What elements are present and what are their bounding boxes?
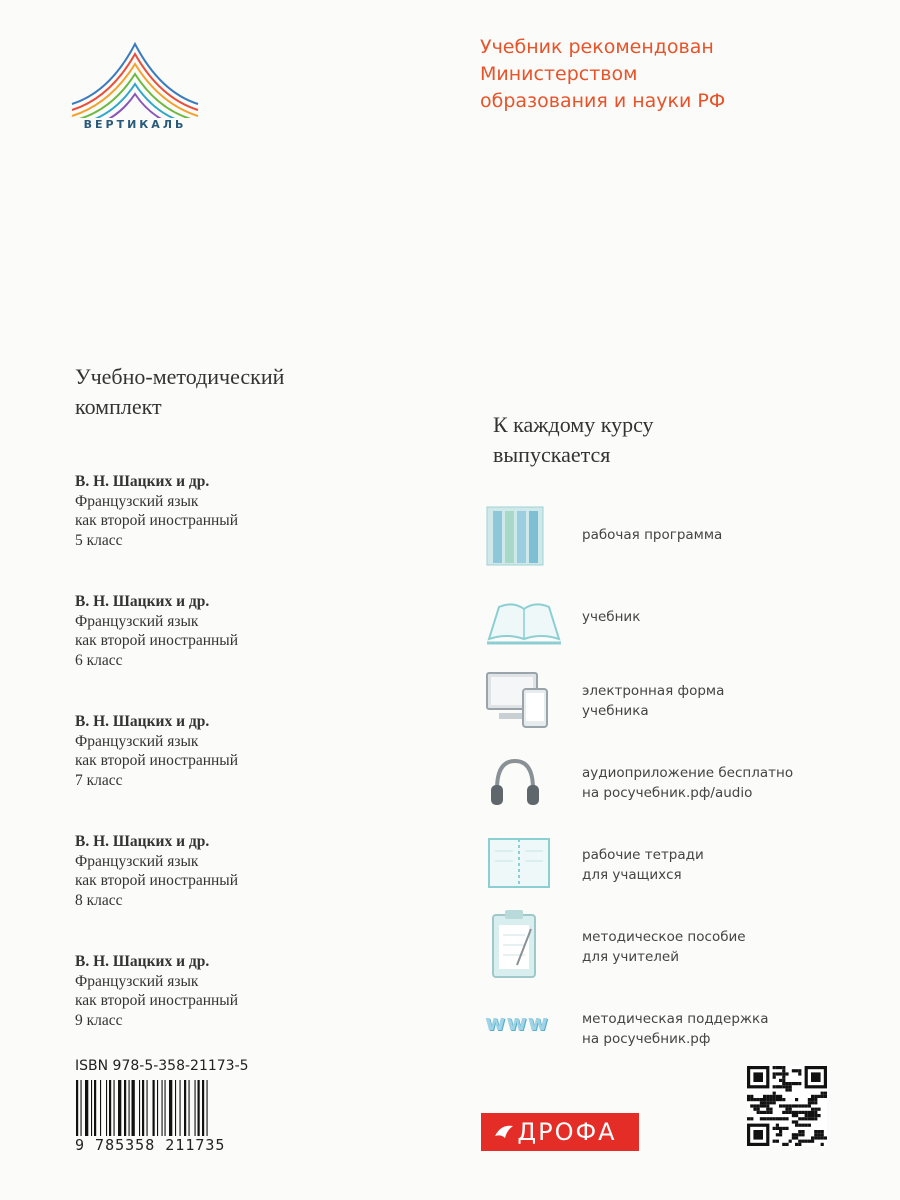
qr-module: [808, 1101, 811, 1104]
qr-module: [760, 1111, 763, 1114]
qr-module: [753, 1072, 763, 1082]
material-label: [582, 607, 640, 627]
material-label-line: методическая поддержка: [582, 1011, 769, 1027]
qr-module: [789, 1104, 792, 1107]
book-grade: 5 класс: [75, 531, 123, 549]
qr-module: [789, 1140, 792, 1143]
qr-module: [782, 1082, 785, 1085]
qr-module: [773, 1117, 776, 1120]
barcode-bar: [165, 1080, 166, 1136]
book-subtitle: как второй иностранный: [75, 752, 238, 769]
recommendation-line: Учебник рекомендован: [480, 36, 714, 58]
qr-module: [805, 1124, 808, 1127]
qr-module: [811, 1108, 814, 1111]
qr-module: [824, 1092, 827, 1095]
qr-module: [821, 1133, 824, 1136]
qr-module: [789, 1082, 792, 1085]
material-item: [485, 833, 875, 915]
qr-module: [776, 1066, 779, 1069]
qr-module: [798, 1082, 801, 1085]
material-item: [485, 751, 875, 833]
qr-module: [801, 1104, 804, 1107]
qr-module: [763, 1095, 766, 1098]
qr-module: [782, 1066, 785, 1069]
qr-module: [785, 1072, 788, 1075]
qr-module: [821, 1092, 824, 1095]
qr-module: [814, 1114, 817, 1117]
qr-module: [785, 1082, 788, 1085]
book-list: [75, 472, 415, 1072]
www-icon: [485, 997, 560, 1065]
barcode-bar: [129, 1080, 130, 1136]
workbook-icon: [485, 833, 560, 901]
qr-module: [769, 1117, 772, 1120]
qr-module: [814, 1098, 817, 1101]
qr-module: [817, 1133, 820, 1136]
qr-module: [821, 1130, 824, 1133]
qr-module: [801, 1140, 804, 1143]
book-entry: [75, 472, 415, 592]
qr-module: [808, 1104, 811, 1107]
qr-module: [798, 1072, 801, 1075]
barcode-bar: [153, 1080, 155, 1136]
qr-module: [773, 1098, 776, 1101]
ministry-recommendation: [480, 34, 725, 115]
book-subject: Французский язык: [75, 972, 199, 990]
qr-module: [795, 1069, 798, 1072]
barcode-bar: [169, 1080, 172, 1136]
book-entry: [75, 592, 415, 712]
devices-icon: [485, 669, 560, 737]
material-label-line: на росучебник.рф: [582, 1031, 711, 1047]
publisher-name: ДРОФА: [517, 1118, 617, 1146]
material-label: [582, 1009, 768, 1049]
qr-module: [776, 1095, 779, 1098]
course-title-line: выпускается: [493, 442, 611, 467]
material-label: [582, 927, 746, 967]
book-entry: [75, 952, 415, 1072]
qr-module: [805, 1104, 808, 1107]
qr-module: [750, 1104, 753, 1107]
qr-module: [773, 1101, 776, 1104]
qr-module: [782, 1085, 785, 1088]
qr-module: [798, 1111, 801, 1114]
book-subject: Французский язык: [75, 612, 199, 630]
qr-module: [757, 1108, 760, 1111]
book-grade: 6 класс: [75, 651, 123, 669]
qr-module: [792, 1114, 795, 1117]
qr-module: [798, 1130, 801, 1133]
qr-module: [750, 1095, 753, 1098]
barcode-digits: 9 785358 211735: [75, 1136, 226, 1154]
qr-module: [792, 1111, 795, 1114]
book-subtitle: как второй иностранный: [75, 872, 238, 889]
material-label-line: на росучебник.рф/audio: [582, 785, 753, 801]
qr-module: [785, 1111, 788, 1114]
qr-module: [760, 1101, 763, 1104]
qr-module: [785, 1088, 788, 1091]
qr-module: [776, 1127, 779, 1130]
qr-module: [811, 1098, 814, 1101]
qr-module: [814, 1136, 817, 1139]
qr-module: [795, 1120, 798, 1123]
qr-module: [821, 1143, 824, 1146]
barcode-bar: [162, 1080, 163, 1136]
qr-module: [776, 1124, 779, 1127]
qr-module: [795, 1114, 798, 1117]
qr-module: [747, 1095, 750, 1098]
barcode-bar: [94, 1080, 96, 1136]
barcode-bar: [100, 1080, 101, 1136]
qr-module: [785, 1127, 788, 1130]
qr-module: [795, 1082, 798, 1085]
book-grade: 7 класс: [75, 771, 123, 789]
qr-module: [776, 1098, 779, 1101]
qr-module: [814, 1108, 817, 1111]
qr-module: [811, 1072, 821, 1082]
qr-module: [798, 1104, 801, 1107]
qr-module: [763, 1117, 766, 1120]
kit-title-line: комплект: [75, 394, 162, 419]
vertical-rainbow-arcs-icon: [70, 38, 200, 118]
material-label-line: учебник: [582, 609, 641, 625]
material-label-line: рабочая программа: [582, 527, 723, 543]
material-item: [485, 669, 875, 751]
qr-module: [801, 1133, 804, 1136]
material-label-line: рабочие тетради: [582, 847, 704, 863]
qr-module: [769, 1108, 772, 1111]
barcode-bar: [175, 1080, 176, 1136]
qr-module: [821, 1095, 824, 1098]
book-subtitle: как второй иностранный: [75, 512, 238, 529]
book-author: В. Н. Шацких и др.: [75, 473, 210, 490]
qr-module: [785, 1104, 788, 1107]
qr-module: [785, 1085, 788, 1088]
qr-module: [814, 1130, 817, 1133]
qr-module: [792, 1104, 795, 1107]
qr-module: [776, 1117, 779, 1120]
barcode: [75, 1080, 250, 1136]
qr-module: [801, 1124, 804, 1127]
qr-module: [763, 1104, 766, 1107]
qr-module: [766, 1098, 769, 1101]
qr-module: [817, 1136, 820, 1139]
qr-module: [795, 1136, 798, 1139]
qr-module: [808, 1117, 811, 1120]
qr-module: [811, 1111, 814, 1114]
recommendation-line: Министерством: [480, 63, 638, 85]
logo-wordmark: ВЕРТИКАЛЬ: [83, 118, 187, 131]
qr-module: [753, 1108, 756, 1111]
qr-module: [779, 1066, 782, 1069]
course-title: [493, 410, 654, 470]
qr-module: [769, 1111, 772, 1114]
qr-module: [769, 1098, 772, 1101]
course-materials-list: [485, 505, 875, 1079]
qr-module: [808, 1111, 811, 1114]
qr-module: [776, 1072, 779, 1075]
qr-module: [773, 1140, 776, 1143]
barcode-bar: [106, 1080, 107, 1136]
qr-module: [753, 1130, 763, 1140]
qr-module: [811, 1140, 814, 1143]
qr-module: [779, 1085, 782, 1088]
qr-module: [753, 1104, 756, 1107]
book-author: В. Н. Шацких и др.: [75, 953, 210, 970]
publisher-logo: [481, 1113, 639, 1151]
qr-module: [773, 1092, 776, 1095]
qr-module: [760, 1104, 763, 1107]
qr-module: [769, 1101, 772, 1104]
qr-code: [747, 1066, 827, 1146]
barcode-bar: [91, 1080, 92, 1136]
material-label-line: для учителей: [582, 949, 679, 965]
qr-module: [811, 1136, 814, 1139]
qr-module: [785, 1143, 788, 1146]
qr-module: [760, 1098, 763, 1101]
qr-module: [817, 1130, 820, 1133]
material-label-line: аудиоприложение бесплатно: [582, 765, 794, 781]
material-label-line: учебника: [582, 703, 649, 719]
qr-module: [798, 1143, 801, 1146]
qr-module: [779, 1130, 782, 1133]
material-label: [582, 763, 793, 803]
qr-module: [798, 1140, 801, 1143]
barcode-bar: [85, 1080, 88, 1136]
qr-module: [750, 1098, 753, 1101]
qr-module: [782, 1104, 785, 1107]
qr-module: [795, 1133, 798, 1136]
qr-module: [766, 1101, 769, 1104]
qr-module: [782, 1127, 785, 1130]
book-grade: 8 класс: [75, 891, 123, 909]
barcode-bar: [109, 1080, 111, 1136]
qr-module: [766, 1108, 769, 1111]
qr-module: [789, 1085, 792, 1088]
qr-module: [789, 1108, 792, 1111]
qr-module: [792, 1136, 795, 1139]
qr-module: [753, 1098, 756, 1101]
qr-module: [789, 1111, 792, 1114]
barcode-bar: [147, 1080, 148, 1136]
qr-module: [750, 1117, 753, 1120]
qr-module: [779, 1095, 782, 1098]
qr-module: [757, 1098, 760, 1101]
qr-module: [814, 1101, 817, 1104]
qr-module: [782, 1143, 785, 1146]
book-subject: Французский язык: [75, 852, 199, 870]
qr-module: [792, 1082, 795, 1085]
qr-module: [760, 1117, 763, 1120]
qr-module: [773, 1066, 776, 1069]
qr-module: [782, 1117, 785, 1120]
qr-module: [779, 1104, 782, 1107]
qr-module: [782, 1098, 785, 1101]
material-label-line: электронная форма: [582, 683, 725, 699]
material-label-line: методическое пособие: [582, 929, 746, 945]
qr-module: [824, 1095, 827, 1098]
qr-module: [814, 1117, 817, 1120]
material-label: [582, 681, 724, 721]
kit-title-line: Учебно-методический: [75, 364, 285, 389]
qr-module: [801, 1130, 804, 1133]
qr-module: [785, 1108, 788, 1111]
www-icon-text: www: [485, 1011, 549, 1036]
qr-module: [795, 1098, 798, 1101]
qr-module: [795, 1111, 798, 1114]
qr-module: [776, 1085, 779, 1088]
qr-module: [792, 1120, 795, 1123]
qr-module: [763, 1111, 766, 1114]
qr-module: [798, 1133, 801, 1136]
qr-module: [769, 1095, 772, 1098]
course-title-line: К каждому курсу: [493, 412, 654, 437]
material-item: [485, 587, 875, 669]
material-item: [485, 505, 875, 587]
qr-module: [814, 1111, 817, 1114]
qr-module: [824, 1136, 827, 1139]
qr-module: [773, 1076, 776, 1079]
qr-module: [776, 1133, 779, 1136]
qr-module: [821, 1136, 824, 1139]
qr-module: [773, 1085, 776, 1088]
qr-module: [795, 1143, 798, 1146]
qr-module: [792, 1133, 795, 1136]
qr-module: [782, 1079, 785, 1082]
qr-module: [782, 1069, 785, 1072]
qr-module: [782, 1076, 785, 1079]
qr-module: [763, 1101, 766, 1104]
qr-module: [785, 1117, 788, 1120]
qr-module: [814, 1133, 817, 1136]
book-grade: 9 класс: [75, 1011, 123, 1029]
qr-module: [779, 1133, 782, 1136]
qr-module: [811, 1114, 814, 1117]
qr-module: [801, 1117, 804, 1120]
qr-module: [792, 1069, 795, 1072]
barcode-bar: [139, 1080, 140, 1136]
qr-module: [805, 1140, 808, 1143]
barcode-bar: [157, 1080, 158, 1136]
qr-module: [776, 1140, 779, 1143]
qr-module: [814, 1095, 817, 1098]
qr-module: [757, 1104, 760, 1107]
barcode-bar: [118, 1080, 121, 1136]
qr-module: [808, 1098, 811, 1101]
clipboard-icon: [485, 915, 560, 983]
qr-module: [811, 1095, 814, 1098]
qr-module: [795, 1104, 798, 1107]
recommendation-line: образования и науки РФ: [480, 90, 726, 112]
barcode-bar: [189, 1080, 190, 1136]
isbn: ISBN 978-5-358-21173-5: [75, 1058, 249, 1074]
qr-module: [782, 1072, 785, 1075]
qr-module: [747, 1117, 750, 1120]
qr-module: [817, 1095, 820, 1098]
qr-module: [782, 1111, 785, 1114]
book-subject: Французский язык: [75, 732, 199, 750]
qr-module: [773, 1127, 776, 1130]
qr-module: [773, 1095, 776, 1098]
material-label: [582, 525, 722, 545]
qr-module: [805, 1114, 808, 1117]
qr-module: [766, 1104, 769, 1107]
barcode-bar: [142, 1080, 144, 1136]
book-author: В. Н. Шацких и др.: [75, 593, 210, 610]
qr-module: [811, 1117, 814, 1120]
headphones-icon: [485, 751, 560, 819]
material-label: [582, 845, 704, 885]
qr-module: [779, 1127, 782, 1130]
qr-module: [773, 1072, 776, 1075]
book-author: В. Н. Шацких и др.: [75, 713, 210, 730]
material-item: [485, 915, 875, 997]
qr-module: [798, 1117, 801, 1120]
qr-module: [779, 1117, 782, 1120]
barcode-bar: [195, 1080, 196, 1136]
qr-module: [766, 1111, 769, 1114]
qr-module: [763, 1098, 766, 1101]
qr-module: [779, 1079, 782, 1082]
qr-module: [747, 1098, 750, 1101]
book-subtitle: как второй иностранный: [75, 632, 238, 649]
qr-module: [789, 1088, 792, 1091]
qr-module: [766, 1095, 769, 1098]
qr-module: [795, 1124, 798, 1127]
qr-module: [808, 1140, 811, 1143]
qr-module: [798, 1124, 801, 1127]
barcode-bar: [202, 1080, 204, 1136]
qr-module: [805, 1111, 808, 1114]
qr-module: [817, 1114, 820, 1117]
qr-module: [779, 1098, 782, 1101]
book-subtitle: как второй иностранный: [75, 992, 238, 1009]
book-entry: [75, 832, 415, 952]
barcode-bar: [114, 1080, 115, 1136]
barcode-bar: [198, 1080, 200, 1136]
qr-module: [805, 1117, 808, 1120]
qr-module: [801, 1111, 804, 1114]
qr-module: [766, 1117, 769, 1120]
qr-module: [808, 1124, 811, 1127]
qr-module: [808, 1114, 811, 1117]
book-author: В. Н. Шацких и др.: [75, 833, 210, 850]
material-label-line: для учащихся: [582, 867, 682, 883]
barcode-bar: [184, 1080, 186, 1136]
barcode-bar: [180, 1080, 181, 1136]
qr-module: [779, 1072, 782, 1075]
barcode-bar: [81, 1080, 82, 1136]
barcode-bar: [132, 1080, 135, 1136]
program-binders-icon: [485, 505, 560, 573]
qr-module: [757, 1111, 760, 1114]
kit-title: [75, 362, 284, 422]
barcode-bar: [207, 1080, 208, 1136]
qr-module: [798, 1069, 801, 1072]
qr-module: [811, 1101, 814, 1104]
book-entry: [75, 712, 415, 832]
bird-icon: [493, 1122, 515, 1142]
barcode-bar: [124, 1080, 126, 1136]
book-subject: Французский язык: [75, 492, 199, 510]
open-book-icon: [485, 587, 560, 655]
barcode-bar: [76, 1080, 78, 1136]
qr-module: [817, 1108, 820, 1111]
